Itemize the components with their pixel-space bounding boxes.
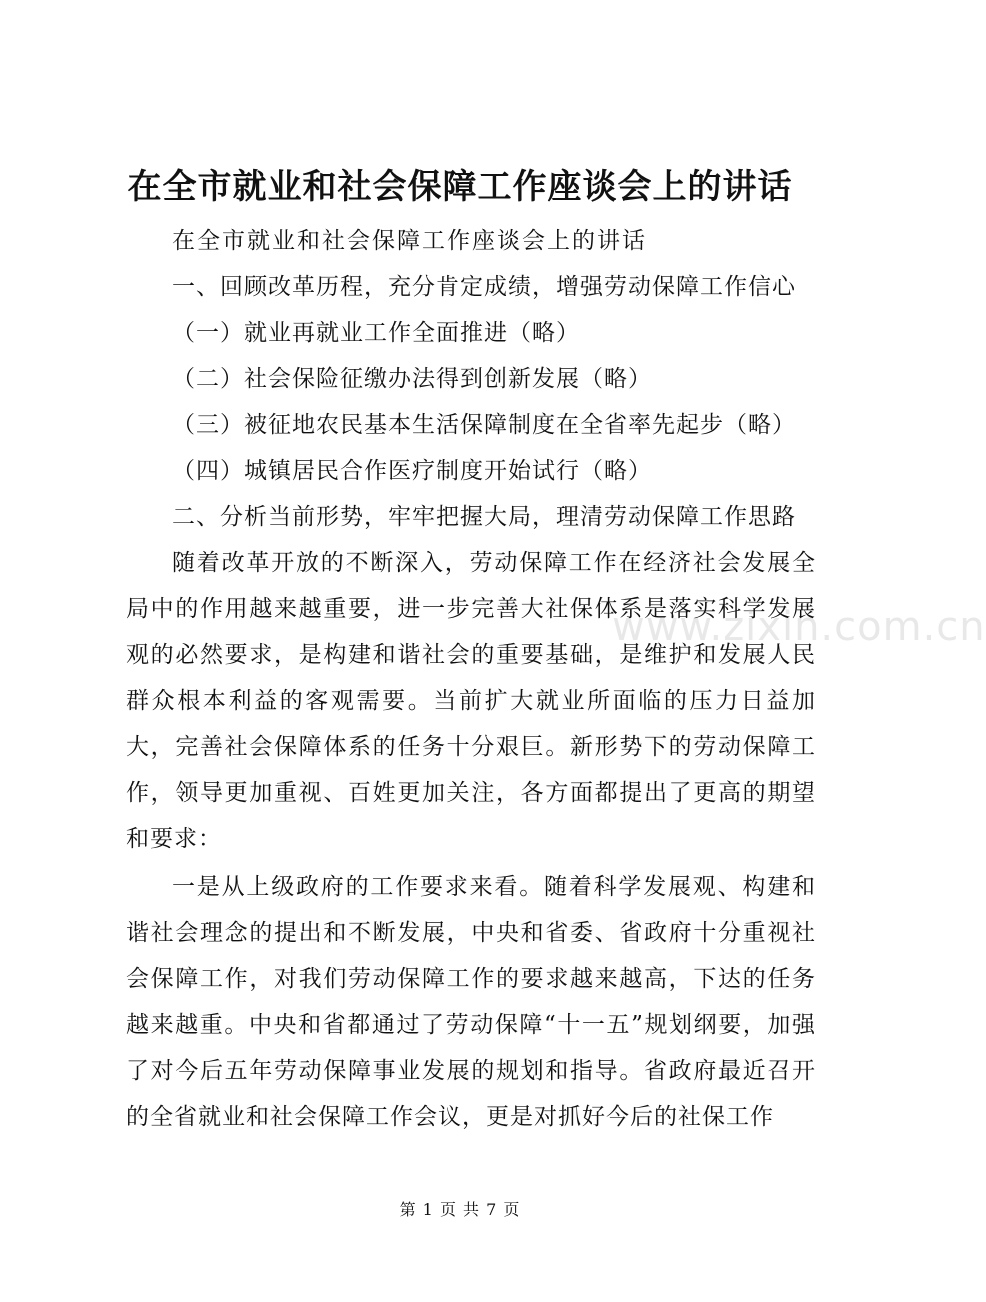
section-heading-2: 二、分析当前形势，牢牢把握大局，理清劳动保障工作思路: [172, 504, 796, 530]
subtitle-line: 在全市就业和社会保障工作座谈会上的讲话: [172, 228, 647, 254]
list-item: （三）被征地农民基本生活保障制度在全省率先起步（略）: [172, 412, 796, 438]
section-heading-1: 一、回顾改革历程，充分肯定成绩，增强劳动保障工作信心: [172, 274, 796, 300]
document-body: [126, 218, 816, 1140]
list-item: （一）就业再就业工作全面推进（略）: [172, 320, 580, 346]
body-paragraph: 一是从上级政府的工作要求来看。随着科学发展观、构建和谐社会理念的提出和不断发展，中央和省委、省政府十分重视社会保障工作，对我们劳动保障工作的要求越来越高，下达的任务越来越重。中央和省都通过了劳动保障“十一五”规划纲要，加强了对今后五年劳动保障事业发展的规划和指导。省政府最近召开的全省就业和社会保障工作会议，更是对抓好今后的社保工作: [126, 874, 816, 1130]
body-paragraph: 随着改革开放的不断深入，劳动保障工作在经济社会发展全局中的作用越来越重要，进一步完善大社保体系是落实科学发展观的必然要求，是构建和谐社会的重要基础，是维护和发展人民群众根本利益的客观需要。当前扩大就业所面临的压力日益加大，完善社会保障体系的任务十分艰巨。新形势下的劳动保障工作，领导更加重视、百姓更加关注，各方面都提出了更高的期望和要求：: [126, 550, 816, 852]
page-footer: 第 1 页 共 7 页: [399, 1200, 521, 1219]
watermark-text: www.zixin.com.cn: [612, 604, 986, 650]
list-item: （二）社会保险征缴办法得到创新发展（略）: [172, 366, 652, 392]
document-title: 在全市就业和社会保障工作座谈会上的讲话: [127, 167, 793, 207]
list-item: （四）城镇居民合作医疗制度开始试行（略）: [172, 458, 652, 484]
